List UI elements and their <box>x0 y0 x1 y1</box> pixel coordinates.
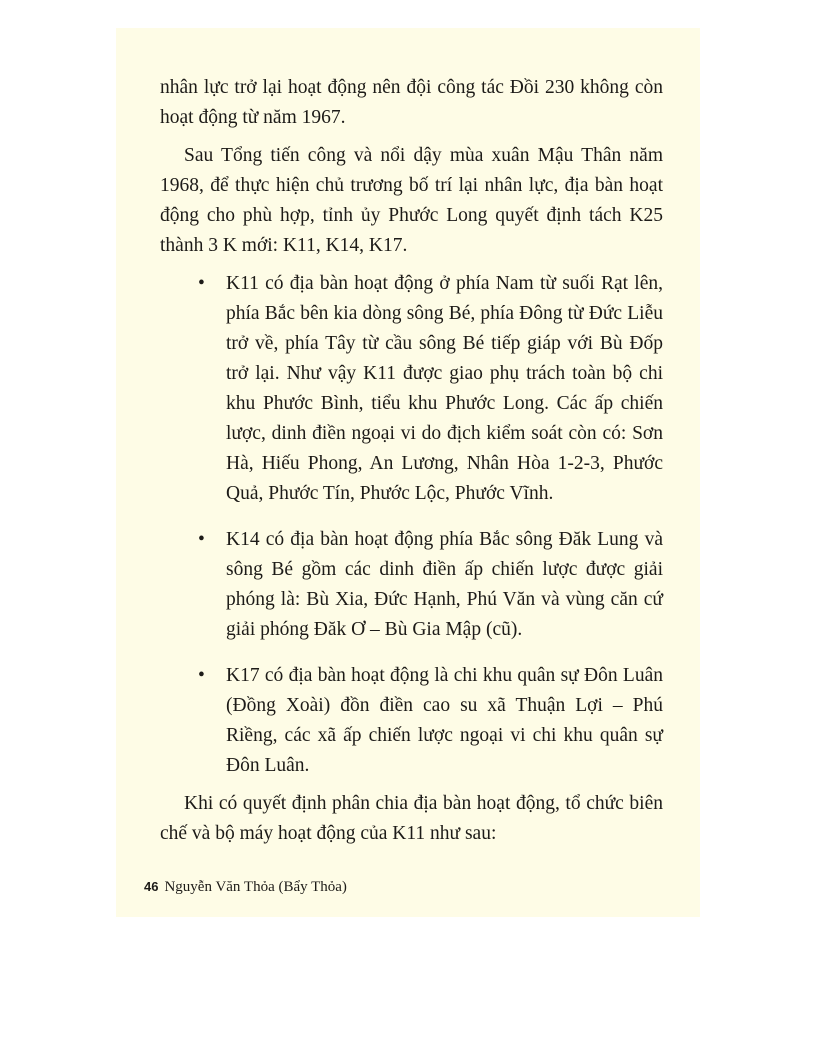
bullet-list <box>160 269 663 781</box>
book-page <box>116 28 700 917</box>
page-number: 46 <box>144 879 159 894</box>
bullet-icon: • <box>198 273 205 294</box>
bullet-icon: • <box>198 529 205 550</box>
paragraph: Khi có quyết định phân chia địa bàn hoạt động, tổ chức biên chế và bộ máy hoạt động của K11 như sau: <box>160 793 663 844</box>
list-item-text: K17 có địa bàn hoạt động là chi khu quân sự Đôn Luân (Đồng Xoài) đồn điền cao su xã Thuận Lợi – Phú Riềng, các xã ấp chiến lược ngoại vi chi khu quân sự Đôn Luân. <box>226 665 663 776</box>
continuation-paragraph: nhân lực trở lại hoạt động nên đội công tác Đồi 230 không còn hoạt động từ năm 1967. <box>160 77 663 128</box>
list-item-text: K14 có địa bàn hoạt động phía Bắc sông Đăk Lung và sông Bé gồm các dinh điền ấp chiến lược được giải phóng là: Bù Xia, Đức Hạnh, Phú Văn và vùng căn cứ giải phóng Đăk Ơ – Bù Gia Mập (cũ). <box>226 529 663 640</box>
page-body <box>160 73 663 849</box>
page-footer <box>144 877 663 897</box>
bullet-icon: • <box>198 665 205 686</box>
list-item <box>160 661 663 781</box>
running-head: Nguyễn Văn Thỏa (Bẩy Thỏa) <box>164 879 347 895</box>
list-item-text: K11 có địa bàn hoạt động ở phía Nam từ suối Rạt lên, phía Bắc bên kia dòng sông Bé, phía Đông từ Đức Liễu trở về, phía Tây từ cầu sông Bé tiếp giáp với Bù Đốp trở lại. Như vậy K11 được giao phụ trách toàn bộ chi khu Phước Bình, tiểu khu Phước Long. Các ấp chiến lược, dinh điền ngoại vi do địch kiểm soát còn có: Sơn Hà, Hiếu Phong, An Lương, Nhân Hòa 1-2-3, Phước Quả, Phước Tín, Phước Lộc, Phước Vĩnh. <box>226 273 663 504</box>
list-item <box>160 525 663 645</box>
paragraph: Sau Tổng tiến công và nổi dậy mùa xuân Mậu Thân năm 1968, để thực hiện chủ trương bố trí lại nhân lực, địa bàn hoạt động cho phù hợp, tỉnh ủy Phước Long quyết định tách K25 thành 3 K mới: K11, K14, K17. <box>160 145 663 256</box>
list-item <box>160 269 663 509</box>
